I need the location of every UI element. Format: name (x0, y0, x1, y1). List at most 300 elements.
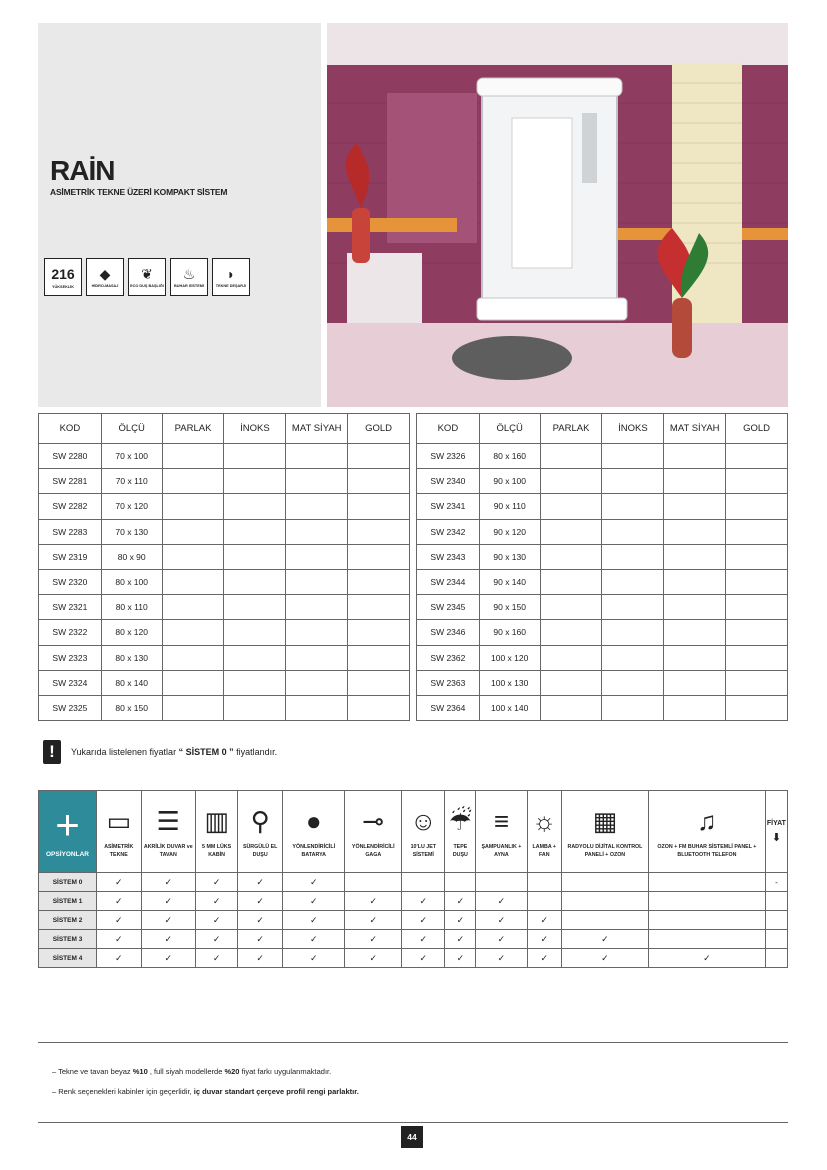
product-code: SW 2283 (39, 519, 102, 544)
feature-hydro-massage: ◆ HİDRO-MASAJ (86, 258, 124, 296)
price-cell-parlak (540, 620, 602, 645)
diverter-mixer-icon: ● (305, 806, 322, 837)
check-circle-icon: ✓ (369, 952, 378, 963)
price-cell-parlak (162, 695, 224, 720)
options-header-cell: + OPSİYONLAR (39, 791, 97, 873)
luxury-cabin-icon: ▥ (204, 806, 229, 837)
check-circle-icon: ✓ (369, 914, 378, 925)
price-cell-parlak (162, 569, 224, 594)
table-row (417, 444, 788, 469)
check-circle-icon: ✓ (256, 876, 264, 887)
col-mat-siyah: MAT SİYAH (286, 414, 348, 444)
price-cell-gold (726, 494, 788, 519)
option-cell (97, 949, 142, 968)
option-cell (402, 930, 445, 949)
check-circle-icon: ✓ (456, 933, 465, 944)
price-cell-parlak (540, 645, 602, 670)
option-cell (196, 873, 238, 892)
price-cell-mat-siyah (286, 569, 348, 594)
price-cell-inoks (602, 444, 664, 469)
option-cell (648, 911, 765, 930)
warning-icon: ! (43, 740, 61, 764)
check-circle-icon: ✓ (309, 952, 318, 963)
col-parlak: PARLAK (162, 414, 224, 444)
table-row (417, 695, 788, 720)
price-cell-gold (726, 544, 788, 569)
price-cell-gold (348, 695, 410, 720)
product-code: SW 2345 (417, 595, 480, 620)
option-cell (445, 892, 476, 911)
option-column-header: ● YÖNLENDİRİCİLİ BATARYA (283, 791, 345, 873)
price-table-left (38, 413, 410, 721)
col-kod: KOD (39, 414, 102, 444)
option-system-row (39, 873, 788, 892)
price-cell-inoks (224, 595, 286, 620)
price-cell-inoks (224, 494, 286, 519)
option-cell (283, 873, 345, 892)
check-circle-icon: ✓ (419, 914, 428, 925)
check-circle-icon: ✓ (497, 933, 506, 944)
check-circle-icon: ✓ (256, 933, 264, 944)
check-circle-icon: ✓ (601, 952, 609, 963)
price-cell-mat-siyah (664, 620, 726, 645)
option-cell (648, 873, 765, 892)
table-row (39, 444, 410, 469)
tray-discharge-icon: ◗ (226, 265, 236, 282)
option-cell (97, 911, 142, 930)
jet-system-icon: ☺ (410, 806, 437, 837)
price-cell-mat-siyah (664, 519, 726, 544)
product-code: SW 2346 (417, 620, 480, 645)
option-cell (476, 873, 527, 892)
price-cell-mat-siyah (286, 620, 348, 645)
arrow-down-icon: ⬇ (771, 831, 782, 844)
feature-eco: ❦ ECO DUŞ BAŞLIĞI (128, 258, 166, 296)
price-cell-inoks (224, 695, 286, 720)
price-cell-parlak (540, 544, 602, 569)
check-circle-icon: ✓ (419, 952, 428, 963)
price-cell-parlak (162, 670, 224, 695)
option-cell (97, 892, 142, 911)
option-cell (476, 949, 527, 968)
price-cell-parlak (540, 469, 602, 494)
table-row (417, 645, 788, 670)
col-parlak: PARLAK (540, 414, 602, 444)
price-cell-mat-siyah (286, 544, 348, 569)
price-cell-mat-siyah (286, 670, 348, 695)
product-code: SW 2322 (39, 620, 102, 645)
option-cell (561, 949, 648, 968)
col-olcu: ÖLÇÜ (479, 414, 540, 444)
price-cell-mat-siyah (286, 695, 348, 720)
options-table (38, 790, 788, 968)
plus-icon: + (55, 801, 80, 848)
price-cell-inoks (224, 620, 286, 645)
option-cell (196, 892, 238, 911)
product-code: SW 2342 (417, 519, 480, 544)
price-cell-inoks (602, 544, 664, 569)
table-row (39, 494, 410, 519)
price-cell-parlak (162, 620, 224, 645)
product-code: SW 2343 (417, 544, 480, 569)
price-cell-inoks (224, 544, 286, 569)
check-circle-icon: ✓ (540, 952, 549, 963)
check-circle-icon: ✓ (164, 952, 173, 963)
product-code: SW 2320 (39, 569, 102, 594)
price-cell-mat-siyah (664, 544, 726, 569)
product-size: 80 x 160 (479, 444, 540, 469)
price-cell-mat-siyah (286, 494, 348, 519)
product-size: 70 x 110 (101, 469, 162, 494)
option-system-row (39, 949, 788, 968)
option-cell (527, 930, 561, 949)
system-name: SİSTEM 1 (39, 892, 97, 911)
eco-leaf-icon: ❦ (141, 265, 153, 282)
option-cell (476, 911, 527, 930)
price-cell-mat-siyah (664, 494, 726, 519)
option-column-header: ☔ TEPE DUŞU (445, 791, 476, 873)
option-cell (402, 949, 445, 968)
option-cell (445, 873, 476, 892)
product-code: SW 2326 (417, 444, 480, 469)
price-table-left-body (39, 444, 410, 721)
option-cell (648, 930, 765, 949)
price-cell-inoks (602, 695, 664, 720)
price-cell-mat-siyah (286, 595, 348, 620)
price-cell-mat-siyah (664, 645, 726, 670)
price-cell-parlak (162, 469, 224, 494)
option-cell (141, 949, 195, 968)
option-cell (283, 892, 345, 911)
check-circle-icon: ✓ (256, 952, 264, 963)
table-row (417, 519, 788, 544)
table-row (417, 544, 788, 569)
table-row (39, 670, 410, 695)
option-cell (196, 930, 238, 949)
price-cell-gold (726, 569, 788, 594)
option-cell (561, 930, 648, 949)
option-cell (345, 892, 402, 911)
price-cell-inoks (602, 670, 664, 695)
product-size: 70 x 130 (101, 519, 162, 544)
option-cell (445, 930, 476, 949)
option-system-row (39, 930, 788, 949)
fiyat-cell (765, 930, 787, 949)
radio-digital-panel-icon: ▦ (592, 806, 618, 837)
col-gold: GOLD (348, 414, 410, 444)
product-size: 100 x 130 (479, 670, 540, 695)
price-cell-inoks (224, 444, 286, 469)
price-cell-gold (348, 670, 410, 695)
table-row (417, 469, 788, 494)
option-cell (238, 911, 283, 930)
option-cell (283, 949, 345, 968)
product-size: 90 x 110 (479, 494, 540, 519)
price-cell-gold (348, 620, 410, 645)
check-circle-icon: ✓ (703, 952, 711, 963)
price-cell-mat-siyah (664, 695, 726, 720)
option-cell (648, 892, 765, 911)
price-table-right-body (417, 444, 788, 721)
price-cell-inoks (602, 469, 664, 494)
check-circle-icon: ✓ (497, 895, 506, 906)
table-row (417, 620, 788, 645)
option-column-header: ⊸ YÖNLENDİRİCİLİ GAGA (345, 791, 402, 873)
price-cell-inoks (602, 494, 664, 519)
product-size: 100 x 140 (479, 695, 540, 720)
product-code: SW 2319 (39, 544, 102, 569)
option-column-header: ≡ ŞAMPUANLIK + AYNA (476, 791, 527, 873)
price-cell-parlak (162, 519, 224, 544)
price-cell-gold (726, 645, 788, 670)
option-cell (527, 949, 561, 968)
fiyat-cell (765, 892, 787, 911)
price-cell-mat-siyah (664, 469, 726, 494)
feature-height: 216 YÜKSEKLİK (44, 258, 82, 296)
product-size: 70 x 100 (101, 444, 162, 469)
option-cell (402, 892, 445, 911)
product-size: 80 x 110 (101, 595, 162, 620)
product-title: RAİN (50, 155, 115, 186)
option-cell (402, 873, 445, 892)
option-cell (345, 949, 402, 968)
price-cell-gold (348, 544, 410, 569)
option-column-header: ⚲ SÜRGÜLÜ EL DUŞU (238, 791, 283, 873)
table-row (417, 670, 788, 695)
option-cell (238, 873, 283, 892)
option-column-header: ▭ ASİMETRİK TEKNE (97, 791, 142, 873)
check-circle-icon: ✓ (369, 933, 378, 944)
check-circle-icon: ✓ (256, 914, 264, 925)
table-row (417, 569, 788, 594)
table-row (417, 595, 788, 620)
feature-discharge: ◗ TEKNE DEŞARJI (212, 258, 250, 296)
check-circle-icon: ✓ (601, 933, 609, 944)
col-mat-siyah: MAT SİYAH (664, 414, 726, 444)
col-olcu: ÖLÇÜ (101, 414, 162, 444)
check-circle-icon: ✓ (115, 914, 123, 925)
table-header-row (39, 414, 410, 444)
table-row (39, 469, 410, 494)
price-cell-gold (348, 494, 410, 519)
option-cell (283, 911, 345, 930)
option-cell (141, 892, 195, 911)
fm-bluetooth-panel-icon: ♫ (697, 806, 717, 837)
check-circle-icon: ✓ (164, 933, 173, 944)
check-circle-icon: ✓ (309, 895, 318, 906)
footnote-color-options: – Renk seçenekleri kabinler için geçerlidir, iç duvar standart çerçeve profil rengi parlaktır. (52, 1087, 359, 1096)
feature-icons (44, 258, 250, 296)
fiyat-column-header: FİYAT ⬇ (765, 791, 787, 873)
hydro-massage-icon: ◆ (99, 265, 111, 282)
price-cell-mat-siyah (664, 595, 726, 620)
option-cell (196, 911, 238, 930)
pricing-notice (43, 740, 277, 764)
price-cell-inoks (602, 645, 664, 670)
table-row (39, 569, 410, 594)
page-number: 44 (401, 1126, 423, 1148)
price-cell-gold (348, 569, 410, 594)
fiyat-cell: - (765, 873, 787, 892)
option-cell (476, 892, 527, 911)
option-column-header: ☺ 10'LU JET SİSTEMİ (402, 791, 445, 873)
option-cell (97, 930, 142, 949)
option-cell (238, 930, 283, 949)
price-cell-gold (726, 595, 788, 620)
col-kod: KOD (417, 414, 480, 444)
product-code: SW 2280 (39, 444, 102, 469)
diverter-spout-icon: ⊸ (362, 806, 385, 837)
product-code: SW 2325 (39, 695, 102, 720)
price-cell-parlak (540, 569, 602, 594)
options-table-body (39, 873, 788, 968)
product-size: 80 x 140 (101, 670, 162, 695)
fiyat-cell (765, 911, 787, 930)
table-row (39, 519, 410, 544)
option-cell (561, 892, 648, 911)
option-cell (445, 949, 476, 968)
price-cell-parlak (540, 595, 602, 620)
system-name: SİSTEM 4 (39, 949, 97, 968)
footer-divider-top (38, 1042, 788, 1043)
check-circle-icon: ✓ (309, 914, 318, 925)
product-size: 80 x 100 (101, 569, 162, 594)
option-cell (345, 911, 402, 930)
asymmetric-tray-icon: ▭ (106, 806, 132, 837)
hero-info-panel (38, 23, 321, 407)
price-cell-parlak (162, 595, 224, 620)
col-inoks: İNOKS (224, 414, 286, 444)
table-row (39, 620, 410, 645)
price-cell-gold (726, 620, 788, 645)
price-cell-gold (726, 469, 788, 494)
check-circle-icon: ✓ (212, 952, 221, 963)
price-cell-parlak (162, 544, 224, 569)
price-cell-mat-siyah (286, 469, 348, 494)
footnote-surcharge: – Tekne ve tavan beyaz %10 , full siyah modellerde %20 fiyat farkı uygulanmaktadır. (52, 1067, 332, 1076)
price-cell-inoks (602, 595, 664, 620)
product-size: 90 x 160 (479, 620, 540, 645)
product-size: 90 x 140 (479, 569, 540, 594)
option-cell (402, 911, 445, 930)
option-column-header: ▦ RADYOLU DİJİTAL KONTROL PANELİ + OZON (561, 791, 648, 873)
check-circle-icon: ✓ (164, 895, 173, 906)
check-circle-icon: ✓ (419, 933, 428, 944)
check-circle-icon: ✓ (309, 933, 318, 944)
product-code: SW 2281 (39, 469, 102, 494)
product-size: 100 x 120 (479, 645, 540, 670)
price-cell-inoks (224, 645, 286, 670)
price-cell-inoks (602, 620, 664, 645)
option-cell (648, 949, 765, 968)
price-cell-gold (348, 645, 410, 670)
check-circle-icon: ✓ (115, 952, 123, 963)
sliding-hand-shower-icon: ⚲ (250, 806, 270, 837)
product-code: SW 2282 (39, 494, 102, 519)
option-cell (238, 892, 283, 911)
table-row (39, 645, 410, 670)
price-cell-parlak (540, 695, 602, 720)
product-code: SW 2324 (39, 670, 102, 695)
price-cell-gold (348, 595, 410, 620)
price-cell-parlak (162, 645, 224, 670)
product-code: SW 2344 (417, 569, 480, 594)
option-cell (141, 873, 195, 892)
option-cell (283, 930, 345, 949)
option-system-row (39, 911, 788, 930)
price-cell-inoks (224, 469, 286, 494)
price-cell-mat-siyah (286, 444, 348, 469)
price-cell-gold (726, 670, 788, 695)
price-cell-gold (726, 519, 788, 544)
price-cell-inoks (224, 519, 286, 544)
feature-steam: ♨ BUHAR SİSTEMİ (170, 258, 208, 296)
product-code: SW 2321 (39, 595, 102, 620)
check-circle-icon: ✓ (164, 914, 173, 925)
col-gold: GOLD (726, 414, 788, 444)
price-cell-gold (348, 444, 410, 469)
check-circle-icon: ✓ (540, 933, 549, 944)
option-column-header: ▥ 5 MM LÜKS KABİN (196, 791, 238, 873)
option-cell (476, 930, 527, 949)
notice-text: Yukarıda listelenen fiyatlar “ SİSTEM 0 ” fiyatlandır. (71, 747, 278, 757)
option-cell (345, 873, 402, 892)
options-header-row (39, 791, 788, 873)
option-cell (561, 911, 648, 930)
table-row (417, 494, 788, 519)
product-code: SW 2363 (417, 670, 480, 695)
option-cell (527, 911, 561, 930)
price-cell-parlak (540, 444, 602, 469)
option-cell (445, 911, 476, 930)
height-number-icon: 216 (51, 265, 75, 282)
product-size: 90 x 150 (479, 595, 540, 620)
product-code: SW 2323 (39, 645, 102, 670)
option-cell (238, 949, 283, 968)
check-circle-icon: ✓ (115, 895, 123, 906)
footer-divider-bottom (38, 1122, 788, 1123)
price-cell-inoks (602, 519, 664, 544)
option-cell (527, 892, 561, 911)
system-name: SİSTEM 0 (39, 873, 97, 892)
acrylic-wall-ceiling-icon: ☰ (156, 806, 180, 837)
product-size: 90 x 120 (479, 519, 540, 544)
option-cell (561, 873, 648, 892)
price-cell-inoks (224, 569, 286, 594)
shampoo-shelf-mirror-icon: ≡ (493, 806, 510, 837)
product-subtitle: ASİMETRİK TEKNE ÜZERİ KOMPAKT SİSTEM (50, 187, 228, 197)
table-row (39, 595, 410, 620)
check-circle-icon: ✓ (212, 895, 221, 906)
table-row (39, 695, 410, 720)
option-cell (527, 873, 561, 892)
product-code: SW 2362 (417, 645, 480, 670)
option-column-header: ☰ AKRİLİK DUVAR ve TAVAN (141, 791, 195, 873)
option-cell (196, 949, 238, 968)
price-cell-gold (726, 444, 788, 469)
check-circle-icon: ✓ (419, 895, 428, 906)
product-size: 90 x 100 (479, 469, 540, 494)
overhead-shower-icon: ☔ (448, 806, 473, 837)
check-circle-icon: ✓ (456, 952, 465, 963)
lamp-fan-icon: ☼ (532, 806, 557, 837)
price-table-right (416, 413, 788, 721)
check-circle-icon: ✓ (212, 933, 221, 944)
option-system-row (39, 892, 788, 911)
fiyat-cell (765, 949, 787, 968)
price-cell-mat-siyah (664, 670, 726, 695)
price-cell-gold (348, 469, 410, 494)
